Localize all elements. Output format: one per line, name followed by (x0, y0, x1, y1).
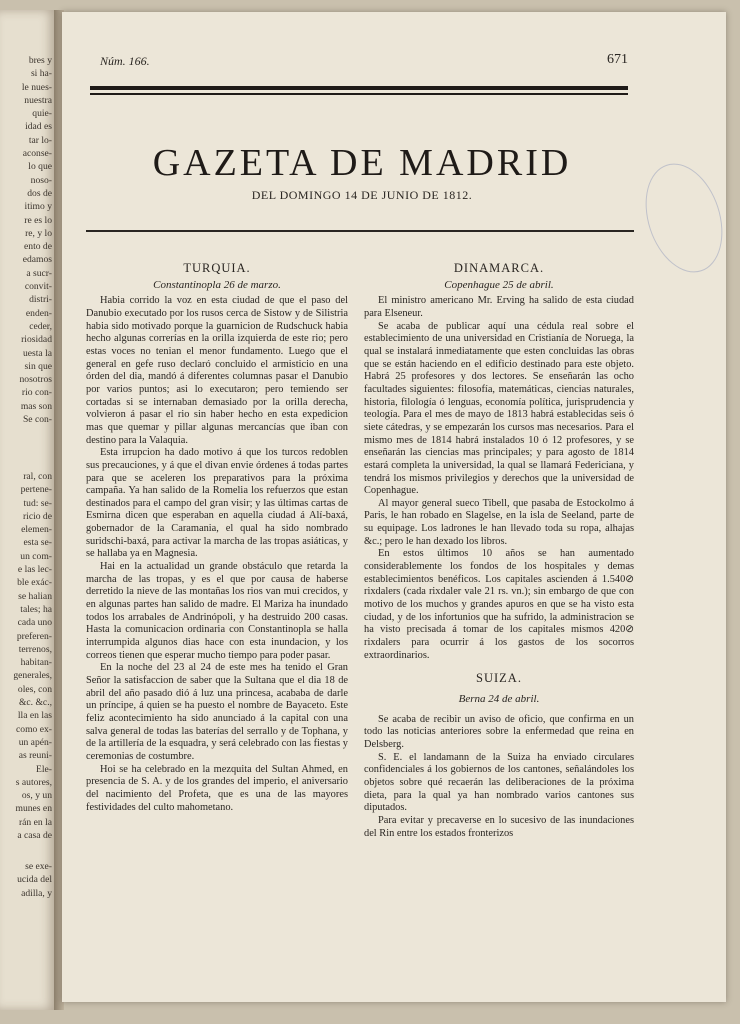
left-page-line: tud: se- (23, 497, 52, 509)
left-page-line: adilla, y (21, 887, 52, 899)
left-page-line: lo que (28, 161, 52, 173)
left-page-line: dos de (27, 187, 52, 199)
left-page-line: un com- (20, 550, 52, 562)
left-page-line: ricio de (22, 510, 52, 522)
page-number: 671 (607, 52, 628, 67)
left-page-line: cada uno (17, 617, 52, 629)
left-page-line: ceder, (29, 320, 52, 332)
left-page-line: habitan- (20, 657, 52, 669)
article-paragraph: Esta irrupcion ha dado motivo á que los turcos redoblen sus precauciones, y á que el divan envie órdenes á todas partes para que se aceleren los preparativos para la próxima campaña. Ya han salido de la Romelia los refuerzos que estan destinados para el campo del gran visir; y las últimas cartas de Esmirna dicen que esperaban en aquella ciudad á Alí-baxá, gobernador de la Caramania, el qual ha sido nombrado suridschi-baxá, para activar la marcha de las tropas asiáticas, y se hallaba ya en Magnesia. (86, 447, 348, 560)
left-page-line: esta se- (23, 537, 52, 549)
left-page-line: re es lo (24, 214, 52, 226)
left-page-line: rio con- (21, 387, 52, 399)
article-paragraph: Hai en la actualidad un grande obstáculo que retarda la marcha de las tropas, y es el que por causa de haberse derretido la nieve de las montañas los rios van mui crecidos, y en algunas partes han salido de madre. El Mariza ha inundado todos los arrabales de Andrinópoli, y ha destruido 200 casas. Hasta la comunicacion ordinaria con Constantinopla se halla interrumpida algunos dias hace con esta inundacion, y los correos tienen que esperar mucho tiempo para poder pasar. (86, 561, 348, 661)
left-page-line: os, y un (21, 790, 52, 802)
left-page-line: un apén- (18, 736, 52, 748)
left-page-line: s autores, (15, 776, 52, 788)
left-page-line: riosidad (21, 334, 52, 346)
dateline-constantinopla: Constantinopla 26 de marzo. (153, 278, 281, 291)
article-paragraph: Habia corrido la voz en esta ciudad de que el paso del Danubio executado por los rusos cerca de Sistow y de Silistria habia sido motivado porque la guarnicion de Rudschuck habia hecho algunas correrías en la orilla izquierda de este rio; pero estas voces no tenian el menor fundamento. Luego que el general en gefe ruso declaró concluido el armisticio en una órden del dia, mandó á diferentes columnas pasar el Danubio por varios puntos; asi lo executaron; pero temiendo ser cortadas si se internaban demasiado por la orilla derecha, volvieron á pasar el rio sin haber hecho en esta expedicion mas que quemar y pillar algunas mercancías que iban con destino para la Valaquia. (86, 295, 348, 446)
article-paragraph: Para evitar y precaverse en lo sucesivo de las inundaciones del Rin entre los estados fronterizos (364, 814, 634, 839)
left-page-line: como ex- (16, 723, 52, 735)
section-heading-dinamarca: DINAMARCA. (453, 261, 545, 275)
right-column (364, 262, 634, 840)
left-page-text-top (0, 54, 52, 426)
left-page-line: a casa de (17, 830, 52, 842)
dateline-copenhague: Copenhague 25 de abril. (444, 278, 554, 291)
left-page-line: e las lec- (17, 564, 52, 576)
left-page-line: tales; ha (20, 603, 52, 615)
left-page-line: se halian (18, 590, 52, 602)
newspaper-page (62, 12, 726, 1002)
masthead-title: GAZETA DE MADRID (152, 142, 572, 185)
article-paragraph: Se acaba de recibir un aviso de oficio, que confirma en un todo las noticias anteriores sobre la enfermedad que reina en Delsberg. (364, 713, 634, 750)
article-paragraph: Al mayor general sueco Tibell, que pasaba de Estockolmo á Paris, le han robado en Slagelse, en la isla de Seeland, parte de su equipage. Los ladrones le han llevado toda su ropa, alhajas &c.; pero le han dexado los libros. (364, 497, 634, 547)
left-page-line: se exe- (25, 861, 52, 872)
left-page-line: edamos (22, 254, 52, 266)
left-page-line: sin que (24, 360, 52, 372)
left-page-line: re, y lo (25, 227, 52, 239)
issue-date: DEL DOMINGO 14 DE JUNIO DE 1812. (251, 188, 473, 202)
header-rule-thick (90, 86, 628, 90)
section-heading-suiza: SUIZA. (476, 671, 522, 686)
left-page-line: ento de (24, 241, 52, 253)
left-page-line: quie- (32, 108, 52, 120)
left-page-line: nosotros (19, 374, 52, 386)
left-page-line: aconse- (22, 148, 52, 160)
header-rule-thin (90, 93, 628, 95)
left-page-line: si ha- (30, 68, 52, 80)
left-page-line: ral, con (23, 471, 52, 482)
section-heading-turquia: TURQUIA. (183, 261, 251, 275)
left-column (86, 262, 348, 814)
issue-number: Núm. 166. (100, 54, 150, 68)
left-page-line: mas son (20, 400, 52, 412)
left-page-line: as reuni- (18, 750, 52, 762)
left-page-line: oles, con (17, 683, 52, 695)
left-page-line: tar lo- (28, 134, 52, 146)
left-page-line: distri- (29, 294, 52, 306)
article-paragraph: Hoi se ha celebrado en la mezquita del Sultan Ahmed, en presencia de S. A. y de los grandes del imperio, el aniversario del nacimiento del Profeta, que es una de las mayores festividades del culto mahometano. (86, 763, 348, 813)
left-page-line: generales, (13, 670, 52, 682)
left-page-line: preferen- (16, 630, 52, 642)
left-page-line: rán en la (18, 816, 52, 828)
left-page-line: itimo y (24, 201, 52, 213)
left-page-line: bres y (28, 55, 52, 66)
left-page-line: elemen- (21, 524, 52, 536)
left-page-line: lla en las (17, 710, 52, 722)
masthead-rule (86, 230, 634, 232)
left-page-line: uesta la (22, 347, 52, 359)
left-page-line: enden- (25, 307, 52, 319)
article-paragraph: El ministro americano Mr. Erving ha salido de esta ciudad para Elseneur. (364, 295, 634, 319)
left-page-line: munes en (15, 803, 52, 815)
left-page-line: convit- (24, 281, 52, 293)
left-page-line: Se con- (22, 414, 52, 426)
left-page-line: idad es (25, 121, 52, 133)
left-page-line: terrenos, (18, 643, 52, 655)
left-page-text-middle (0, 470, 52, 842)
article-paragraph: En la noche del 23 al 24 de este mes ha tenido el Gran Señor la satisfaccion de saber que la Sultana que el dia 18 de abril del año pasado dió á luz una princesa, acababa de darle un príncipe, á quien se ha puesto el nombre de Bayaceto. Este feliz acontecimiento ha sido anunciado á la capital con una salva general de todas las baterías del serrallo y de Tophana, y de la artillería de la esquadra, y será celebrado con las fiestas y ceremonias de costumbre. (86, 662, 348, 762)
left-page-line: pertene- (20, 484, 52, 496)
article-paragraph: En estos últimos 10 años se han aumentado considerablemente los fondos de los hospitales y demas establecimientos benéficos. Los capitales ascienden á 1.540⊘ rixdalers (cada rixdaler vale 21 rs. vn.); sin embargo de que con motivo de los muchos y grandes apuros en que se ha visto esta ciudad, y de los infortunios que ha sufrido, la administracion se ha visto precisada á tomar de los capitales mismos 420⊘ rixdalers para ocurrir á los gastos de los socorros extraordinarios. (364, 548, 634, 661)
left-page-line: noso- (30, 174, 52, 186)
article-paragraph: S. E. el landamann de la Suiza ha enviado circulares confidenciales á los gobiernos de los cantones, señalándoles los objetos sobre qué recaerán las deliberaciones de la próxima dieta, para la qual ya han nombrado varios cantones sus diputados. (364, 751, 634, 814)
left-page-line: Ele- (36, 763, 52, 775)
dateline-berna: Berna 24 de abril. (458, 693, 540, 705)
left-page-line: &c. &c., (18, 697, 52, 709)
library-stamp (632, 154, 735, 283)
left-page-line: ucida del (17, 874, 52, 886)
left-page-line: ble exác- (17, 577, 52, 589)
left-page-text-bottom (0, 860, 52, 900)
left-page-line: a sucr- (26, 267, 52, 279)
left-page-line: nuestra (24, 94, 52, 106)
article-paragraph: Se acaba de publicar aquí una cédula real sobre el establecimiento de una universidad en Cristianía de Noruega, la qual se instalará inmediatamente que esten concluidas las obras que se están haciendo en el edificio destinado para este objeto. Habrá 25 profesores y dos lectores. Se enseñarán las ocho facultades siguientes: filosofía, matemáticas, ciencias naturales, historia, filología ó lenguas, economía política, jurisprudencia y teología. Para el mes de mayo de 1813 habrá establecidas seis ó siete cátedras, y se empezarán los cursos mas necesarios. Para el mismo mes de 1814 habrá instalados 10 ó 12 profesores, y se enseñarán las ciencias mas principales; y para agosto de 1814 estará completa la universidad, la qual se llamará Federiciana, y tendrá los mismos privilegios y derechos que la universidad de Copenhague. (364, 320, 634, 497)
left-page-line: le nues- (21, 81, 52, 93)
left-facing-page (0, 10, 56, 1010)
